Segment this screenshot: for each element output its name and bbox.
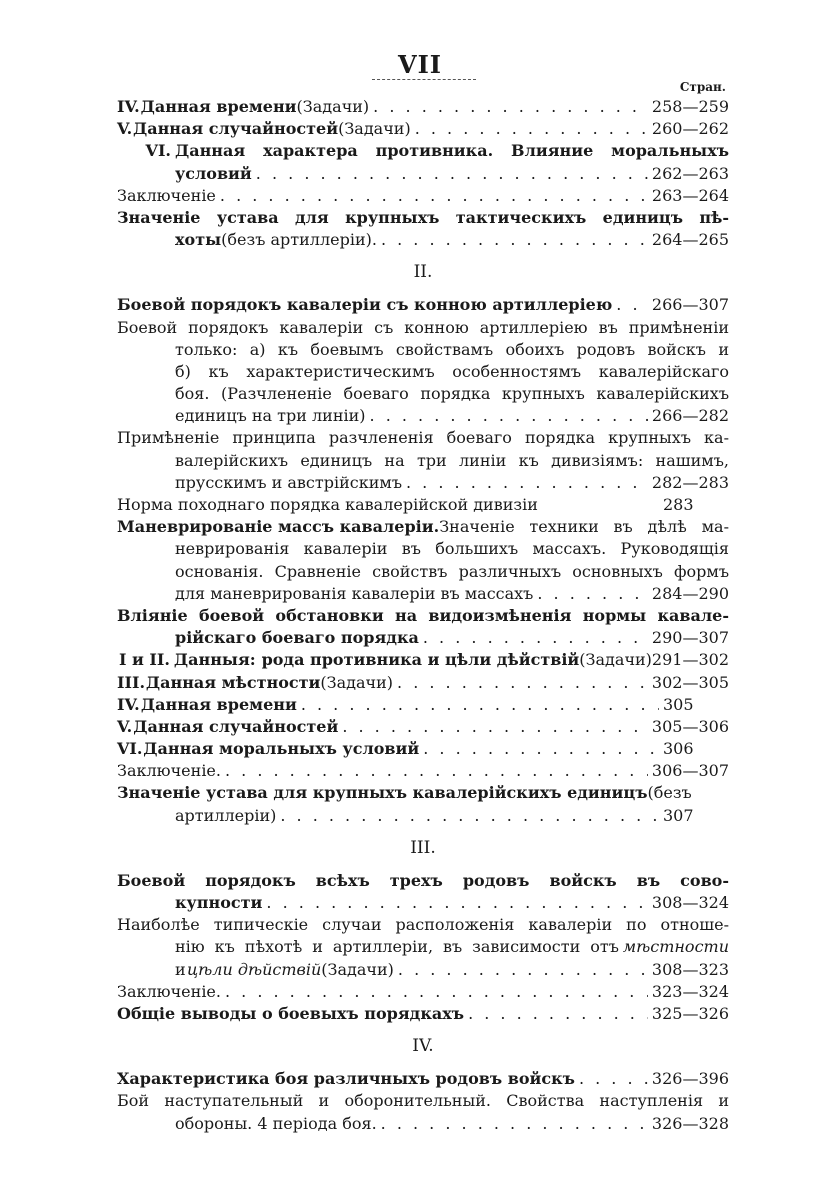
entry-page: 305—306	[651, 716, 729, 736]
entry-line: только: а) къ боевымъ свойствамъ обоихъ родовъ войскъ и	[175, 339, 729, 359]
entry-line: основанія. Сравненіе свойствъ различныхъ основныхъ формъ	[175, 561, 729, 581]
toc-entry	[117, 96, 729, 118]
toc-entry	[117, 649, 729, 671]
entry-title: Боевой порядокъ кавалеріи съ конною артиллеріею	[117, 295, 613, 315]
entry-page: 282—283	[651, 472, 729, 492]
entry-page: 326—396	[651, 1069, 729, 1089]
entry-line: Примѣненіе принципа разчлененія боеваго порядка крупныхъ ка-	[117, 428, 729, 448]
page-number: VII	[397, 50, 443, 79]
header-rule	[372, 79, 476, 80]
section-heading: II.	[413, 262, 433, 283]
toc-entry	[117, 207, 729, 251]
entry-title-continued: артиллеріи)	[175, 805, 277, 825]
entry-page: 323—324	[651, 981, 729, 1001]
entry-line: Значеніе техники въ дѣлѣ ма-	[439, 517, 729, 537]
section-heading: IV.	[412, 1036, 434, 1057]
entry-page: 326—328	[651, 1113, 729, 1133]
entry-title: Норма походнаго порядка кавалерійской дивизіи	[117, 495, 538, 514]
entry-page: 284—290	[651, 583, 729, 603]
entry-title: Заключеніе.	[117, 761, 221, 781]
entry-page: 291—302	[651, 650, 729, 670]
entry-page: 262—263	[651, 163, 729, 183]
entry-page: 263—264	[651, 185, 729, 205]
entry-suffix: (безъ	[647, 783, 692, 803]
entry-title: Данная характера противника. Влияние моральныхъ	[175, 141, 729, 161]
entry-conjunction: и	[175, 959, 186, 979]
entry-title: Данная случайностей	[133, 119, 339, 139]
page-column-label: Стран.	[679, 80, 726, 94]
toc-entry	[117, 870, 729, 914]
entry-suffix: (безъ артиллеріи).	[221, 230, 377, 250]
entry-suffix: (Задачи)	[296, 97, 370, 116]
toc-entry	[117, 914, 729, 981]
entry-line: нію къ пѣхотѣ и артиллеріи, въ зависимости отъ	[175, 937, 619, 957]
entry-title: Значеніе устава для крупныхъ тактическихъ единицъ пѣ-	[117, 207, 729, 227]
entry-page: 305	[663, 694, 694, 714]
entry-page: 264—265	[651, 230, 729, 250]
entry-line: Наиболѣе типическіе случаи расположенія кавалеріи по отноше-	[117, 915, 729, 935]
entry-page: 260—262	[651, 119, 729, 139]
toc-entry	[117, 1068, 729, 1090]
entry-number: IV.	[117, 694, 140, 714]
toc-entry	[117, 981, 729, 1003]
entry-number: VI.	[117, 739, 143, 759]
entry-number: IV.	[117, 97, 140, 116]
entry-title-continued: условий	[175, 163, 252, 183]
toc-entry	[117, 185, 729, 207]
entry-line: Боевой порядокъ кавалеріи съ конною артиллеріею въ примѣненіи	[117, 317, 729, 337]
entry-title: Заключеніе.	[117, 981, 221, 1001]
entry-line: прусскимъ и австрійскимъ	[175, 472, 402, 492]
entry-title: Данная моральныхъ условий	[143, 739, 420, 759]
entry-title: Вліяніе боевой обстановки на видоизмѣненія нормы кавале-	[117, 605, 729, 625]
entry-title: Боевой порядокъ всѣхъ трехъ родовъ войскъ въ сово-	[117, 870, 729, 890]
toc-entry	[117, 782, 729, 826]
entry-italic-term: мѣстности	[622, 937, 729, 957]
entry-page: 302—305	[651, 672, 729, 692]
entry-title-continued: купности	[175, 893, 263, 912]
toc-entry	[117, 716, 729, 738]
entry-page: 325—326	[651, 1003, 729, 1023]
entry-page: 258—259	[651, 97, 729, 116]
entry-number: I и II.	[118, 650, 170, 670]
entry-line: неврированія кавалеріи въ большихъ массахъ. Руководящія	[175, 539, 729, 559]
entry-suffix: (Задачи)	[321, 959, 394, 979]
entry-page: 283	[663, 495, 694, 514]
entry-title: Данная мѣстности	[145, 672, 321, 692]
entry-suffix: (Задачи)	[338, 119, 411, 139]
entry-page: 266—282	[651, 406, 729, 426]
toc-entry	[117, 1003, 729, 1025]
entry-number: V.	[117, 119, 133, 139]
entry-title: Данная времени	[140, 97, 297, 116]
entry-title: Характеристика боя различныхъ родовъ войскъ	[117, 1069, 575, 1089]
section-heading: III.	[410, 837, 436, 858]
toc-entry	[117, 140, 729, 184]
toc-entry	[117, 427, 729, 494]
entry-number: V.	[117, 716, 133, 736]
toc-entry	[117, 672, 729, 694]
entry-line: для маневрированія кавалеріи въ массахъ	[175, 583, 534, 603]
entry-line: обороны. 4 періода боя.	[175, 1113, 377, 1133]
entry-page: 290—307	[651, 628, 729, 648]
toc-entry	[117, 294, 729, 316]
entry-italic-term: цѣли дѣйствій	[186, 959, 322, 979]
toc-entry	[117, 694, 729, 716]
entry-line: б) къ характеристическимъ особенностямъ кавалерійскаго	[175, 361, 729, 381]
toc-entry	[117, 605, 729, 649]
toc-entry	[117, 760, 729, 782]
entry-page: 306	[663, 739, 694, 759]
toc-entry	[117, 118, 729, 140]
entry-line: валерійскихъ единицъ на три линіи къ дивизіямъ: нашимъ,	[175, 450, 729, 470]
entry-page: 308—324	[651, 893, 729, 912]
toc-entry	[117, 516, 729, 605]
entry-page: 306—307	[651, 761, 729, 781]
entry-page: 308—323	[651, 959, 729, 979]
entry-line: единицъ на три линіи)	[175, 406, 366, 426]
entry-line: Бой наступательный и оборонительный. Свойства наступленія и	[117, 1091, 729, 1111]
entry-suffix: (Задачи)	[320, 672, 394, 692]
table-of-contents	[117, 96, 729, 1135]
entry-number: VI.	[145, 141, 171, 161]
entry-title: Маневрированіе массъ кавалеріи.	[117, 517, 440, 537]
entry-number: III.	[117, 672, 146, 692]
entry-title: Значеніе устава для крупныхъ кавалерійскихъ единицъ	[117, 783, 648, 803]
entry-title: Общіе выводы о боевыхъ порядкахъ	[117, 1003, 465, 1023]
entry-page: 307	[663, 805, 694, 825]
entry-suffix: (Задачи)	[579, 650, 652, 670]
entry-title-continued: рода противника и цѣли дѣйствій	[261, 650, 580, 670]
toc-entry	[117, 738, 729, 760]
entry-title: Данныя:	[173, 650, 256, 670]
entry-title: Данная времени	[140, 694, 297, 714]
entry-title: Заключеніе	[117, 185, 216, 205]
toc-entry	[117, 317, 729, 428]
entry-title: Данная случайностей	[133, 716, 339, 736]
entry-line: боя. (Разчлененіе боеваго порядка крупныхъ кавалерійскихъ	[175, 384, 729, 404]
entry-page: 266—307	[651, 295, 729, 315]
toc-entry	[117, 494, 729, 516]
entry-title-continued: рійскаго боеваго порядка	[175, 628, 419, 648]
toc-entry	[117, 1090, 729, 1134]
entry-title-continued: хоты	[175, 230, 222, 250]
